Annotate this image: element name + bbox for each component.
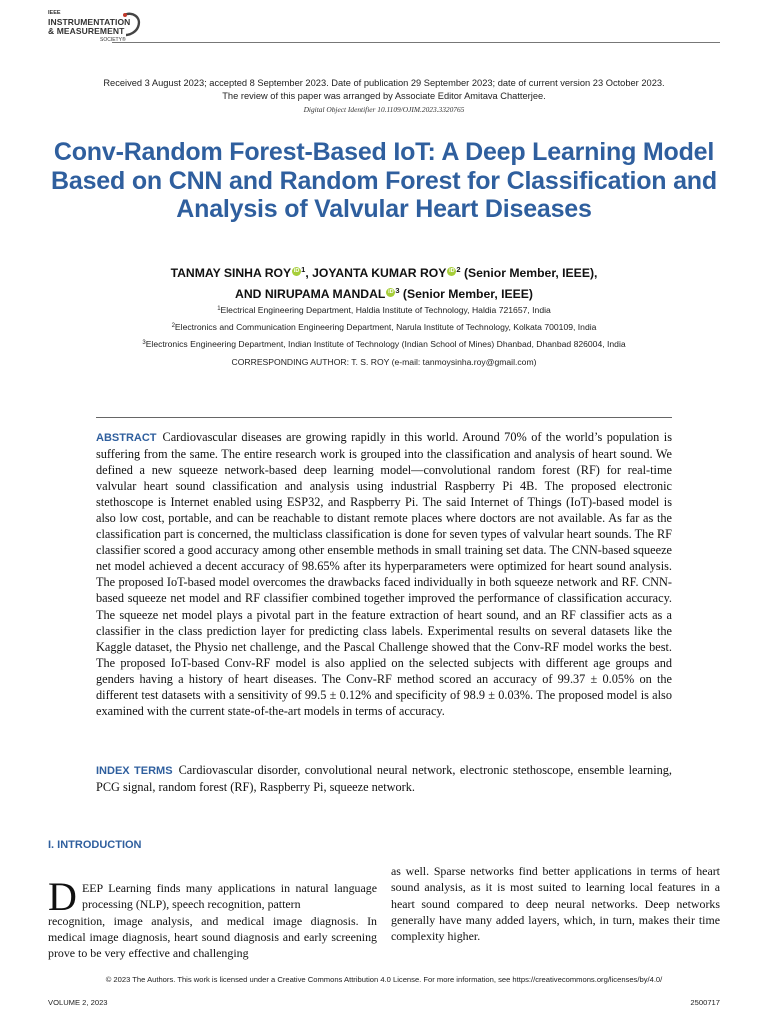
affiliation-2: $^2$Electronics and Communication Engineering Department, Narula Institute of Technology, Kolkata 700109, India [171,322,597,332]
author-3-affil: 3 [395,286,400,295]
author-2-role: (Senior Member, IEEE), [463,266,598,280]
index-terms [96,762,672,795]
section-heading-introduction: I. INTRODUCTION [48,839,142,851]
author-3-role: (Senior Member, IEEE) [402,287,533,301]
doi: Digital Object Identifier 10.1109/OJIM.2023.3320765 [303,105,465,114]
header-rule [112,42,720,43]
author-2-affil: 2 [456,265,461,274]
intro-col2: as well. Sparse networks find better applications in terms of heart sound analysis, as it is most suited to learning local features in a heart sound compared to deep neural networks. Deep networks generally have many added layers, which, in turn, makes their time complexity higher. [391,864,720,944]
abstract [96,429,672,719]
publication-history [40,77,728,103]
drop-cap: D [48,874,77,919]
logo-line-society: SOCIETY® [100,37,126,43]
page-number: 2500717 [690,998,720,1007]
logo-swoosh-icon [122,11,142,37]
affiliation-3: $^3$Electronics Engineering Department, Indian Institute of Technology (Indian School of Mines) Dhanbad, Dhanbad 826004, India [142,339,626,349]
society-logo [48,11,158,45]
index-terms-text: Cardiovascular disorder, convolutional neural network, electronic stethoscope, ensemble learning, PCG signal, random forest (RF), Raspberry Pi, squeeze network. [96,763,672,795]
abstract-label: ABSTRACT [96,432,157,444]
author-1: TANMAY SINHA ROY [170,266,292,280]
author-3: AND NIRUPAMA MANDAL [235,287,386,301]
review-editor: The review of this paper was arranged by Associate Editor Amitava Chatterjee. [222,91,546,101]
corresponding-author: CORRESPONDING AUTHOR: T. S. ROY (e-mail: tanmoysinha.roy@gmail.com) [231,357,537,367]
intro-col1-first: EEP Learning finds many applications in natural language processing (NLP), speech recognition, pattern [82,881,377,912]
orcid-icon[interactable]: iD [293,268,300,274]
logo-line-measurement: & MEASUREMENT [48,26,125,36]
abstract-rule [96,417,672,418]
affiliation-1: $^1$Electrical Engineering Department, Haldia Institute of Technology, Haldia 721657, India [217,305,551,315]
author-1-affil: 1 [301,265,306,274]
volume-label: VOLUME 2, 2023 [48,998,108,1007]
logo-line-ieee: IEEE [48,10,61,16]
author-list: TANMAY SINHA ROY iD $^1$, JOYANTA KUMAR ROY iD $^2$ (Senior Member, IEEE), AND NIRUPAMA MANDAL iD $^3$ (Senior Member, IEEE) [170,265,598,301]
orcid-icon[interactable]: iD [449,268,455,274]
abstract-text: Cardiovascular diseases are growing rapidly in this world. Around 70% of the world’s population is suffering from the same. The entire research work is grouped into the classification and analysis of heart sound. We defined a new squeeze network-based deep learning model—convolutional random forest (RF) for real-time valvular heart sound classification and analysis using industrial Raspberry Pi 4B. The proposed electronic stethoscope is Internet enabled using ESP32, and Raspberry Pi. The said Internet of Things (IoT)-based model is also low cost, portable, and can be reachable to distant remote places where doctors are not available. As far as the classification part is concerned, the multiclass classification is done for seven types of valvular heart sounds. The RF classifier scored a good accuracy among other ensemble methods in small training set data. The CNN-based squeeze net model achieved a decent accuracy of 98.65% after its hyperparameters were optimized for heart sound analysis. The proposed IoT-based model overcomes the drawbacks faced individually in both squeeze network and RF. CNN-based squeeze net model and RF classifier combined together improved the performance of classification accuracy. The squeeze net model plays a pivotal part in the feature extraction of heart sound, and an RF classifier acts as a classifier in the class prediction layer for predicting class labels. Experimental results on several datasets like the Kaggle dataset, the Physio net challenge, and the Pascal Challenge showed that the Conv-RF model works the best. The proposed IoT-based Conv-RF model is also applied on the selected subjects with different age groups and genders having a history of heart diseases. The Conv-RF method scored an accuracy of 99.37 ± 0.05% on the different test datasets with a sensitivity of 99.5 ± 0.12% and specificity of 98.9 ± 0.03%. The proposed model is also examined with the current state-of-the-art models in terms of accuracy. [96,430,672,718]
paper-title: Conv-Random Forest-Based IoT: A Deep Learning Model Based on CNN and Random Forest for Classification and Analysis of Valvular Heart Diseases [51,138,717,223]
received-dates: Received 3 August 2023; accepted 8 September 2023. Date of publication 29 September 2023; date of current version 23 October 2023. [103,78,665,88]
license-note: © 2023 The Authors. This work is licensed under a Creative Commons Attribution 4.0 License. For more information, see https://creativecommons.org/licenses/by/4.0/ [105,975,663,984]
intro-col1-rest: recognition, image analysis, and medical image diagnosis. In medical image diagnosis, heart sound diagnosis and early screening prove to be very effective and challenging [48,913,377,961]
author-2: JOYANTA KUMAR ROY [312,266,447,280]
orcid-icon[interactable]: iD [388,289,394,295]
logo-line-instrumentation: INSTRUMENTATION [48,17,131,27]
index-terms-label: INDEX TERMS [96,765,173,777]
